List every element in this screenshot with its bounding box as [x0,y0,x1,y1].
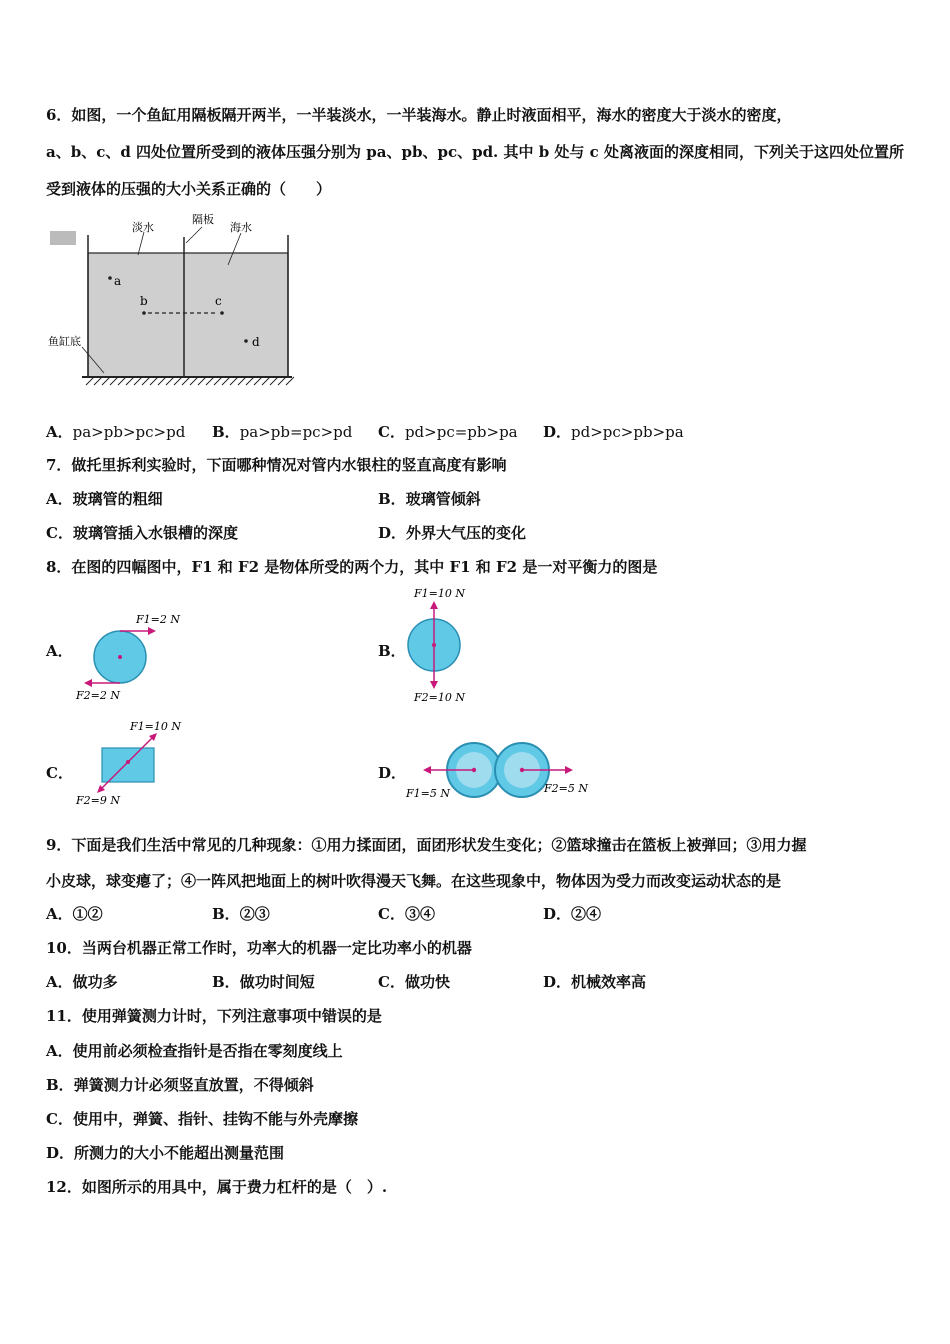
q6-stem-line1: 6．如图，一个鱼缸用隔板隔开两半，一半装淡水，一半装海水。静止时液面相平，海水的密度大于淡水的密度， [46,106,792,124]
point-b [142,311,146,315]
option-letter: D． [378,524,407,542]
option-text: 做功快 [404,973,450,991]
point-c [220,311,224,315]
option-letter: B． [212,973,240,991]
option-text: ②④ [571,905,602,923]
option-text: ①② [72,905,103,923]
q8-stem: 8．在图的四幅图中，F1 和 F2 是物体所受的两个力，其中 F1 和 F2 是一对平衡力的图是 [46,558,658,576]
option-letter: B． [212,423,240,441]
option-text: 使用中，弹簧、指针、挂钩不能与外壳摩擦 [72,1110,358,1128]
option-letter: D． [543,973,572,991]
center-dot [118,655,122,659]
option-letter: C． [378,423,405,441]
label-c: c [215,294,222,308]
center-dot [126,760,130,764]
q7-option-a[interactable] [46,488,163,509]
q8-option-a-letter[interactable]: A． [46,642,73,660]
leader-fresh [138,232,144,255]
option-letter: D． [543,423,572,441]
option-text: pa>pb=pc>pd [239,423,353,441]
center-dot [520,768,524,772]
center-dot [472,768,476,772]
option-letter: C． [378,905,405,923]
option-text: ②③ [239,905,270,923]
q11-stem: 11．使用弹簧测力计时，下列注意事项中错误的是 [46,1007,382,1025]
option-text: 机械效率高 [571,973,647,991]
option-text: 做功时间短 [239,973,315,991]
label-d: d [252,335,260,349]
q6-fish-tank-figure [46,205,296,390]
f1-label: F1=10 N [130,720,181,733]
arrowhead [565,766,573,774]
option-letter: D． [543,905,572,923]
q6-option-b[interactable] [212,421,352,442]
tank-water [88,253,288,377]
option-text: pd>pc>pb>pa [571,423,684,441]
label-tank-bottom: 鱼缸底 [48,335,81,348]
option-letter: A． [46,905,73,923]
f1-label: F1=10 N [414,587,465,600]
q6-stem-line3: 受到液体的压强的大小关系正确的（ ） [46,180,332,198]
arrowhead [84,679,92,687]
label-fresh-water: 淡水 [132,221,154,234]
arrowhead [423,766,431,774]
q11-option-b[interactable] [46,1074,314,1095]
q9-option-a[interactable] [46,903,103,924]
q6-stem-line2: a、b、c、d 四处位置所受到的液体压强分别为 pa、pb、pc、pd. 其中 b 处与 c 处离液面的深度相同，下列关于这四处位置所 [46,143,905,161]
option-letter: B． [212,905,240,923]
point-d [244,339,248,343]
option-text: 弹簧测力计必须竖直放置，不得倾斜 [73,1076,314,1094]
q8-option-b-letter[interactable]: B． [378,642,406,660]
label-b: b [140,294,148,308]
label-divider: 隔板 [192,213,214,226]
q8-figure-d [404,740,594,804]
option-text: 玻璃管倾斜 [405,490,481,508]
option-letter: A． [46,973,73,991]
f1-label: F1=5 N [406,787,450,800]
f1-label: F1=2 N [136,613,180,626]
q11-option-a[interactable] [46,1040,343,1061]
option-letter: B． [46,1076,74,1094]
option-text: 做功多 [72,973,118,991]
label-sea-water: 海水 [230,221,252,234]
option-text: 玻璃管的粗细 [72,490,163,508]
option-letter: C． [378,973,405,991]
arrowhead [148,627,156,635]
option-letter: A． [46,490,73,508]
arrowhead [430,681,438,689]
option-text: ③④ [404,905,435,923]
q9-option-b[interactable] [212,903,270,924]
q9-stem-line1: 9．下面是我们生活中常见的几种现象：①用力揉面团，面团形状发生变化；②篮球撞击在篮板上被弹回；③用力握 [46,836,807,854]
option-letter: A． [46,423,73,441]
f2-label: F2=2 N [76,689,120,702]
q8-option-c-letter[interactable]: C． [46,764,73,782]
q7-option-d[interactable] [378,522,526,543]
q8-figure-a [74,607,194,707]
q10-option-c[interactable] [378,971,450,992]
q10-option-b[interactable] [212,971,315,992]
q9-option-c[interactable] [378,903,435,924]
q9-option-d[interactable] [543,903,601,924]
q10-stem: 10．当两台机器正常工作时，功率大的机器一定比功率小的机器 [46,939,472,957]
q6-option-d[interactable] [543,421,684,442]
leader-board [186,227,202,243]
q9-stem-line2: 小皮球，球变瘪了；④一阵风把地面上的树叶吹得漫天飞舞。在这些现象中，物体因为受力而改变运动状态的是 [46,872,782,890]
f2-label: F2=9 N [76,794,120,807]
q10-option-a[interactable] [46,971,118,992]
label-a: a [114,274,122,288]
q7-option-c[interactable] [46,522,238,543]
ground-hatching [86,377,294,385]
q8-figure-b [400,585,490,705]
option-text: 玻璃管插入水银槽的深度 [72,524,238,542]
option-letter: B． [378,490,406,508]
f2-label: F2=10 N [414,691,465,704]
q11-option-d[interactable] [46,1142,284,1163]
option-letter: A． [46,1042,73,1060]
option-text: 使用前必须检查指针是否指在零刻度线上 [72,1042,343,1060]
q7-option-b[interactable] [378,488,481,509]
arrowhead [430,601,438,609]
blur-mark [50,231,76,245]
q6-option-a[interactable] [46,421,185,442]
q10-option-d[interactable] [543,971,646,992]
q6-option-c[interactable] [378,421,518,442]
option-text: 外界大气压的变化 [406,524,527,542]
option-letter: D． [46,1144,75,1162]
block-c [102,748,154,782]
f2-label: F2=5 N [544,782,588,795]
q12-stem: 12．如图所示的用具中，属于费力杠杆的是（ ）. [46,1178,388,1196]
option-text: pd>pc=pb>pa [404,423,518,441]
center-dot [432,643,436,647]
q8-figure-c [74,718,194,810]
q8-option-d-letter[interactable]: D． [378,764,407,782]
option-text: pa>pb>pc>pd [72,423,186,441]
q7-stem: 7．做托里拆利实验时，下面哪种情况对管内水银柱的竖直高度有影响 [46,456,507,474]
point-a [108,276,112,280]
option-letter: C． [46,1110,73,1128]
q11-option-c[interactable] [46,1108,358,1129]
option-letter: C． [46,524,73,542]
option-text: 所测力的大小不能超出测量范围 [74,1144,285,1162]
